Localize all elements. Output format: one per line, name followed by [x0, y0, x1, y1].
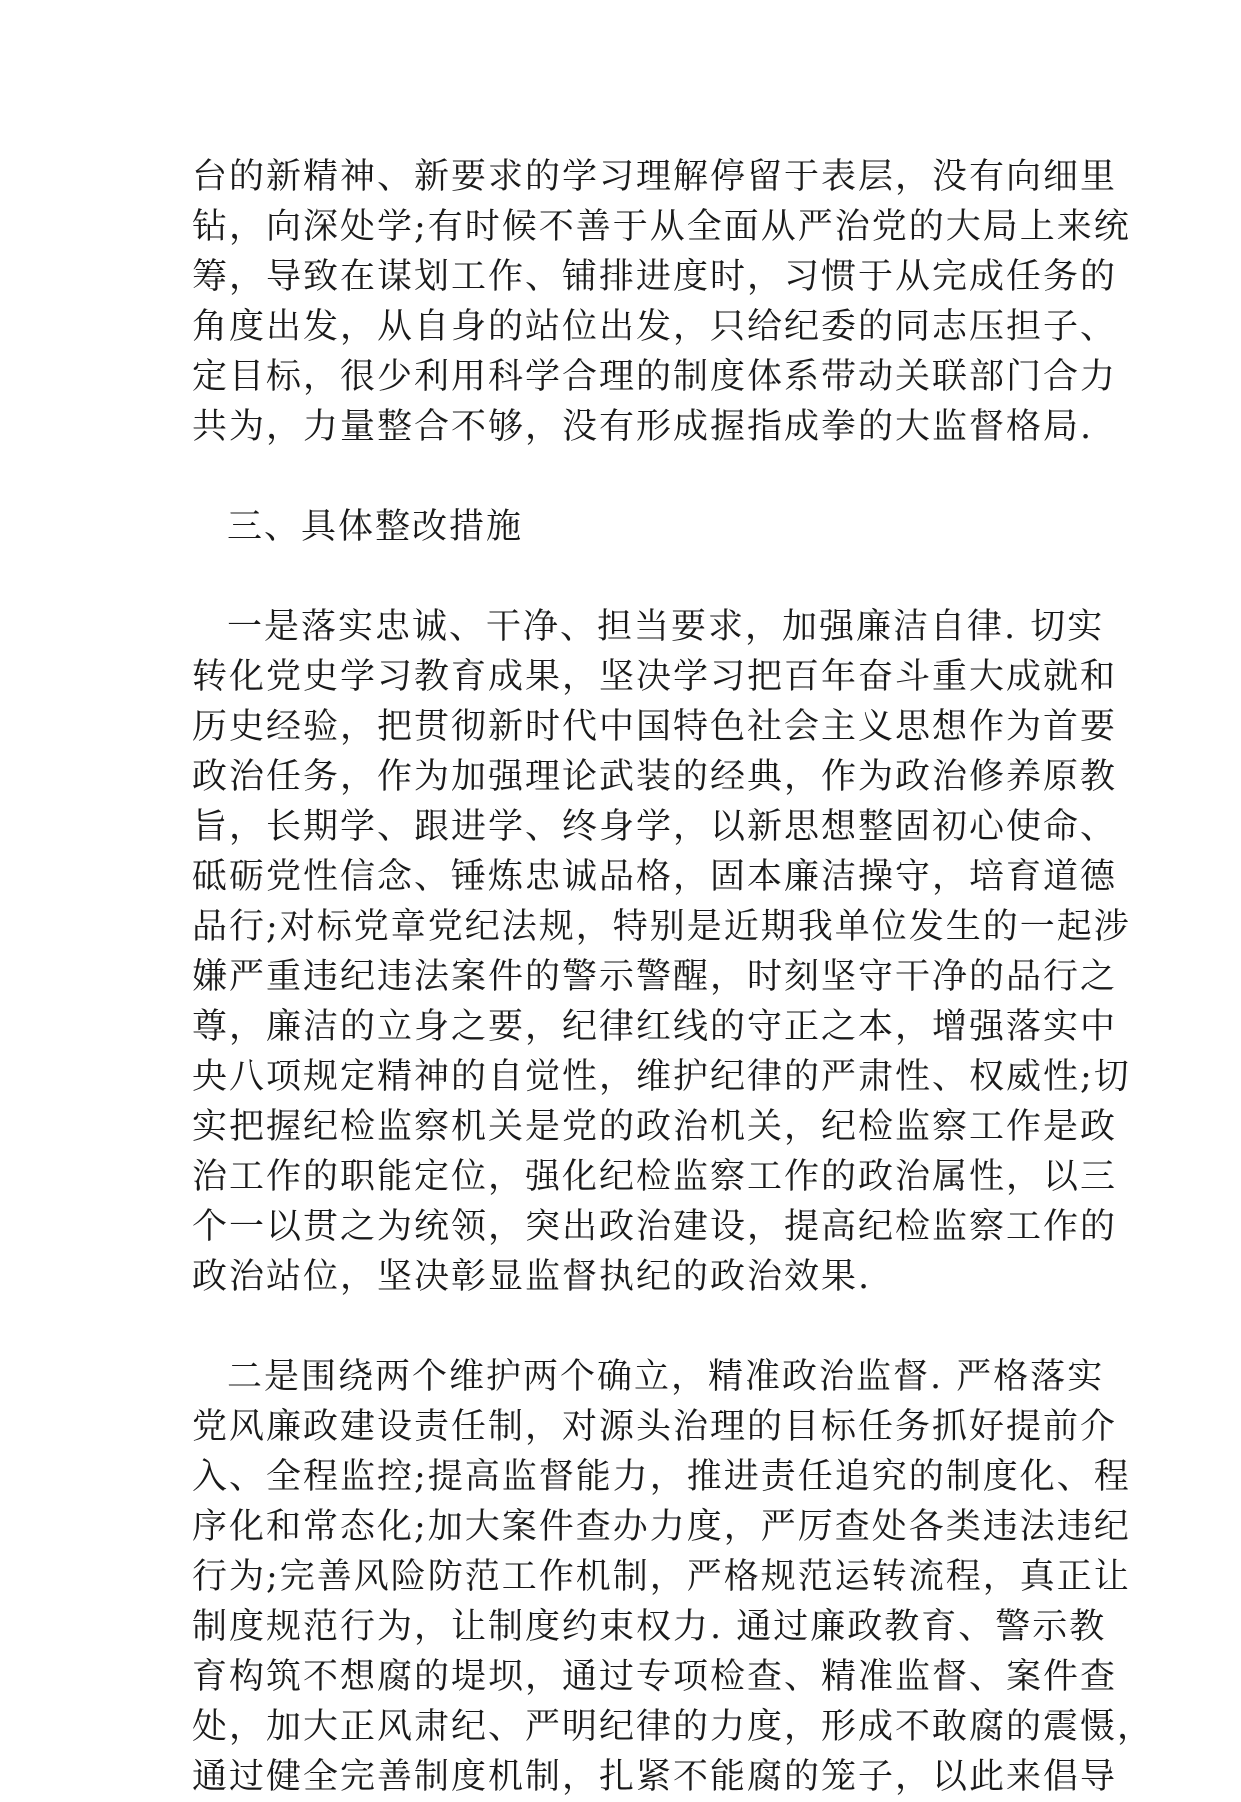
text-line: 品行;对标党章党纪法规，特别是近期我单位发生的一起涉	[192, 907, 1131, 947]
paragraph-continued	[192, 152, 1131, 452]
text-line: 央八项规定精神的自觉性，维护纪律的严肃性、权威性;切	[192, 1057, 1131, 1097]
text-line: 台的新精神、新要求的学习理解停留于表层，没有向细里	[192, 157, 1118, 197]
text-line: 嫌严重违纪违法案件的警示警醒，时刻坚守干净的品行之	[192, 957, 1118, 997]
text-line: 砥砺党性信念、锤炼忠诚品格，固本廉洁操守，培育道德	[192, 857, 1118, 897]
text-line: 制度规范行为，让制度约束权力. 通过廉政教育、警示教	[192, 1607, 1107, 1647]
text-line: 实把握纪检监察机关是党的政治机关，纪检监察工作是政	[192, 1107, 1118, 1147]
text-line: 育构筑不想腐的堤坝，通过专项检查、精准监督、案件查	[192, 1657, 1118, 1697]
text-line: 个一以贯之为统领，突出政治建设，提高纪检监察工作的	[192, 1207, 1118, 1247]
text-line: 一是落实忠诚、干净、担当要求，加强廉洁自律. 切实	[227, 607, 1105, 647]
text-line: 钻，向深处学;有时候不善于从全面从严治党的大局上来统	[192, 207, 1131, 247]
text-line: 党风廉政建设责任制，对源头治理的目标任务抓好提前介	[192, 1407, 1118, 1447]
paragraph-measure-one	[192, 602, 1131, 1302]
text-line: 治工作的职能定位，强化纪检监察工作的政治属性，以三	[192, 1157, 1118, 1197]
section-heading	[192, 502, 1052, 552]
paragraph-measure-two	[192, 1352, 1155, 1802]
text-line: 通过健全完善制度机制，扎紧不能腐的笼子，以此来倡导	[192, 1757, 1118, 1797]
text-line: 历史经验，把贯彻新时代中国特色社会主义思想作为首要	[192, 707, 1118, 747]
text-line: 行为;完善风险防范工作机制，严格规范运转流程，真正让	[192, 1557, 1131, 1597]
text-line: 序化和常态化;加大案件查办力度，严厉查处各类违法违纪	[192, 1507, 1131, 1547]
text-line: 共为，力量整合不够，没有形成握指成拳的大监督格局.	[192, 407, 1094, 447]
text-line: 二是围绕两个维护两个确立，精准政治监督. 严格落实	[227, 1357, 1105, 1397]
text-line: 政治任务，作为加强理论武装的经典，作为政治修养原教	[192, 757, 1118, 797]
section-heading-text: 三、具体整改措施	[227, 507, 524, 547]
text-line: 筹，导致在谋划工作、铺排进度时，习惯于从完成任务的	[192, 257, 1118, 297]
text-line: 入、全程监控;提高监督能力，推进责任追究的制度化、程	[192, 1457, 1131, 1497]
text-line: 转化党史学习教育成果，坚决学习把百年奋斗重大成就和	[192, 657, 1118, 697]
text-line: 旨，长期学、跟进学、终身学，以新思想整固初心使命、	[192, 807, 1118, 847]
text-line: 角度出发，从自身的站位出发，只给纪委的同志压担子、	[192, 307, 1118, 347]
text-line: 处，加大正风肃纪、严明纪律的力度，形成不敢腐的震慑，	[192, 1707, 1155, 1747]
text-line: 定目标，很少利用科学合理的制度体系带动关联部门合力	[192, 357, 1118, 397]
text-line: 政治站位，坚决彰显监督执纪的政治效果.	[192, 1257, 872, 1297]
document-body	[192, 152, 1155, 1802]
text-line: 尊，廉洁的立身之要，纪律红线的守正之本，增强落实中	[192, 1007, 1118, 1047]
